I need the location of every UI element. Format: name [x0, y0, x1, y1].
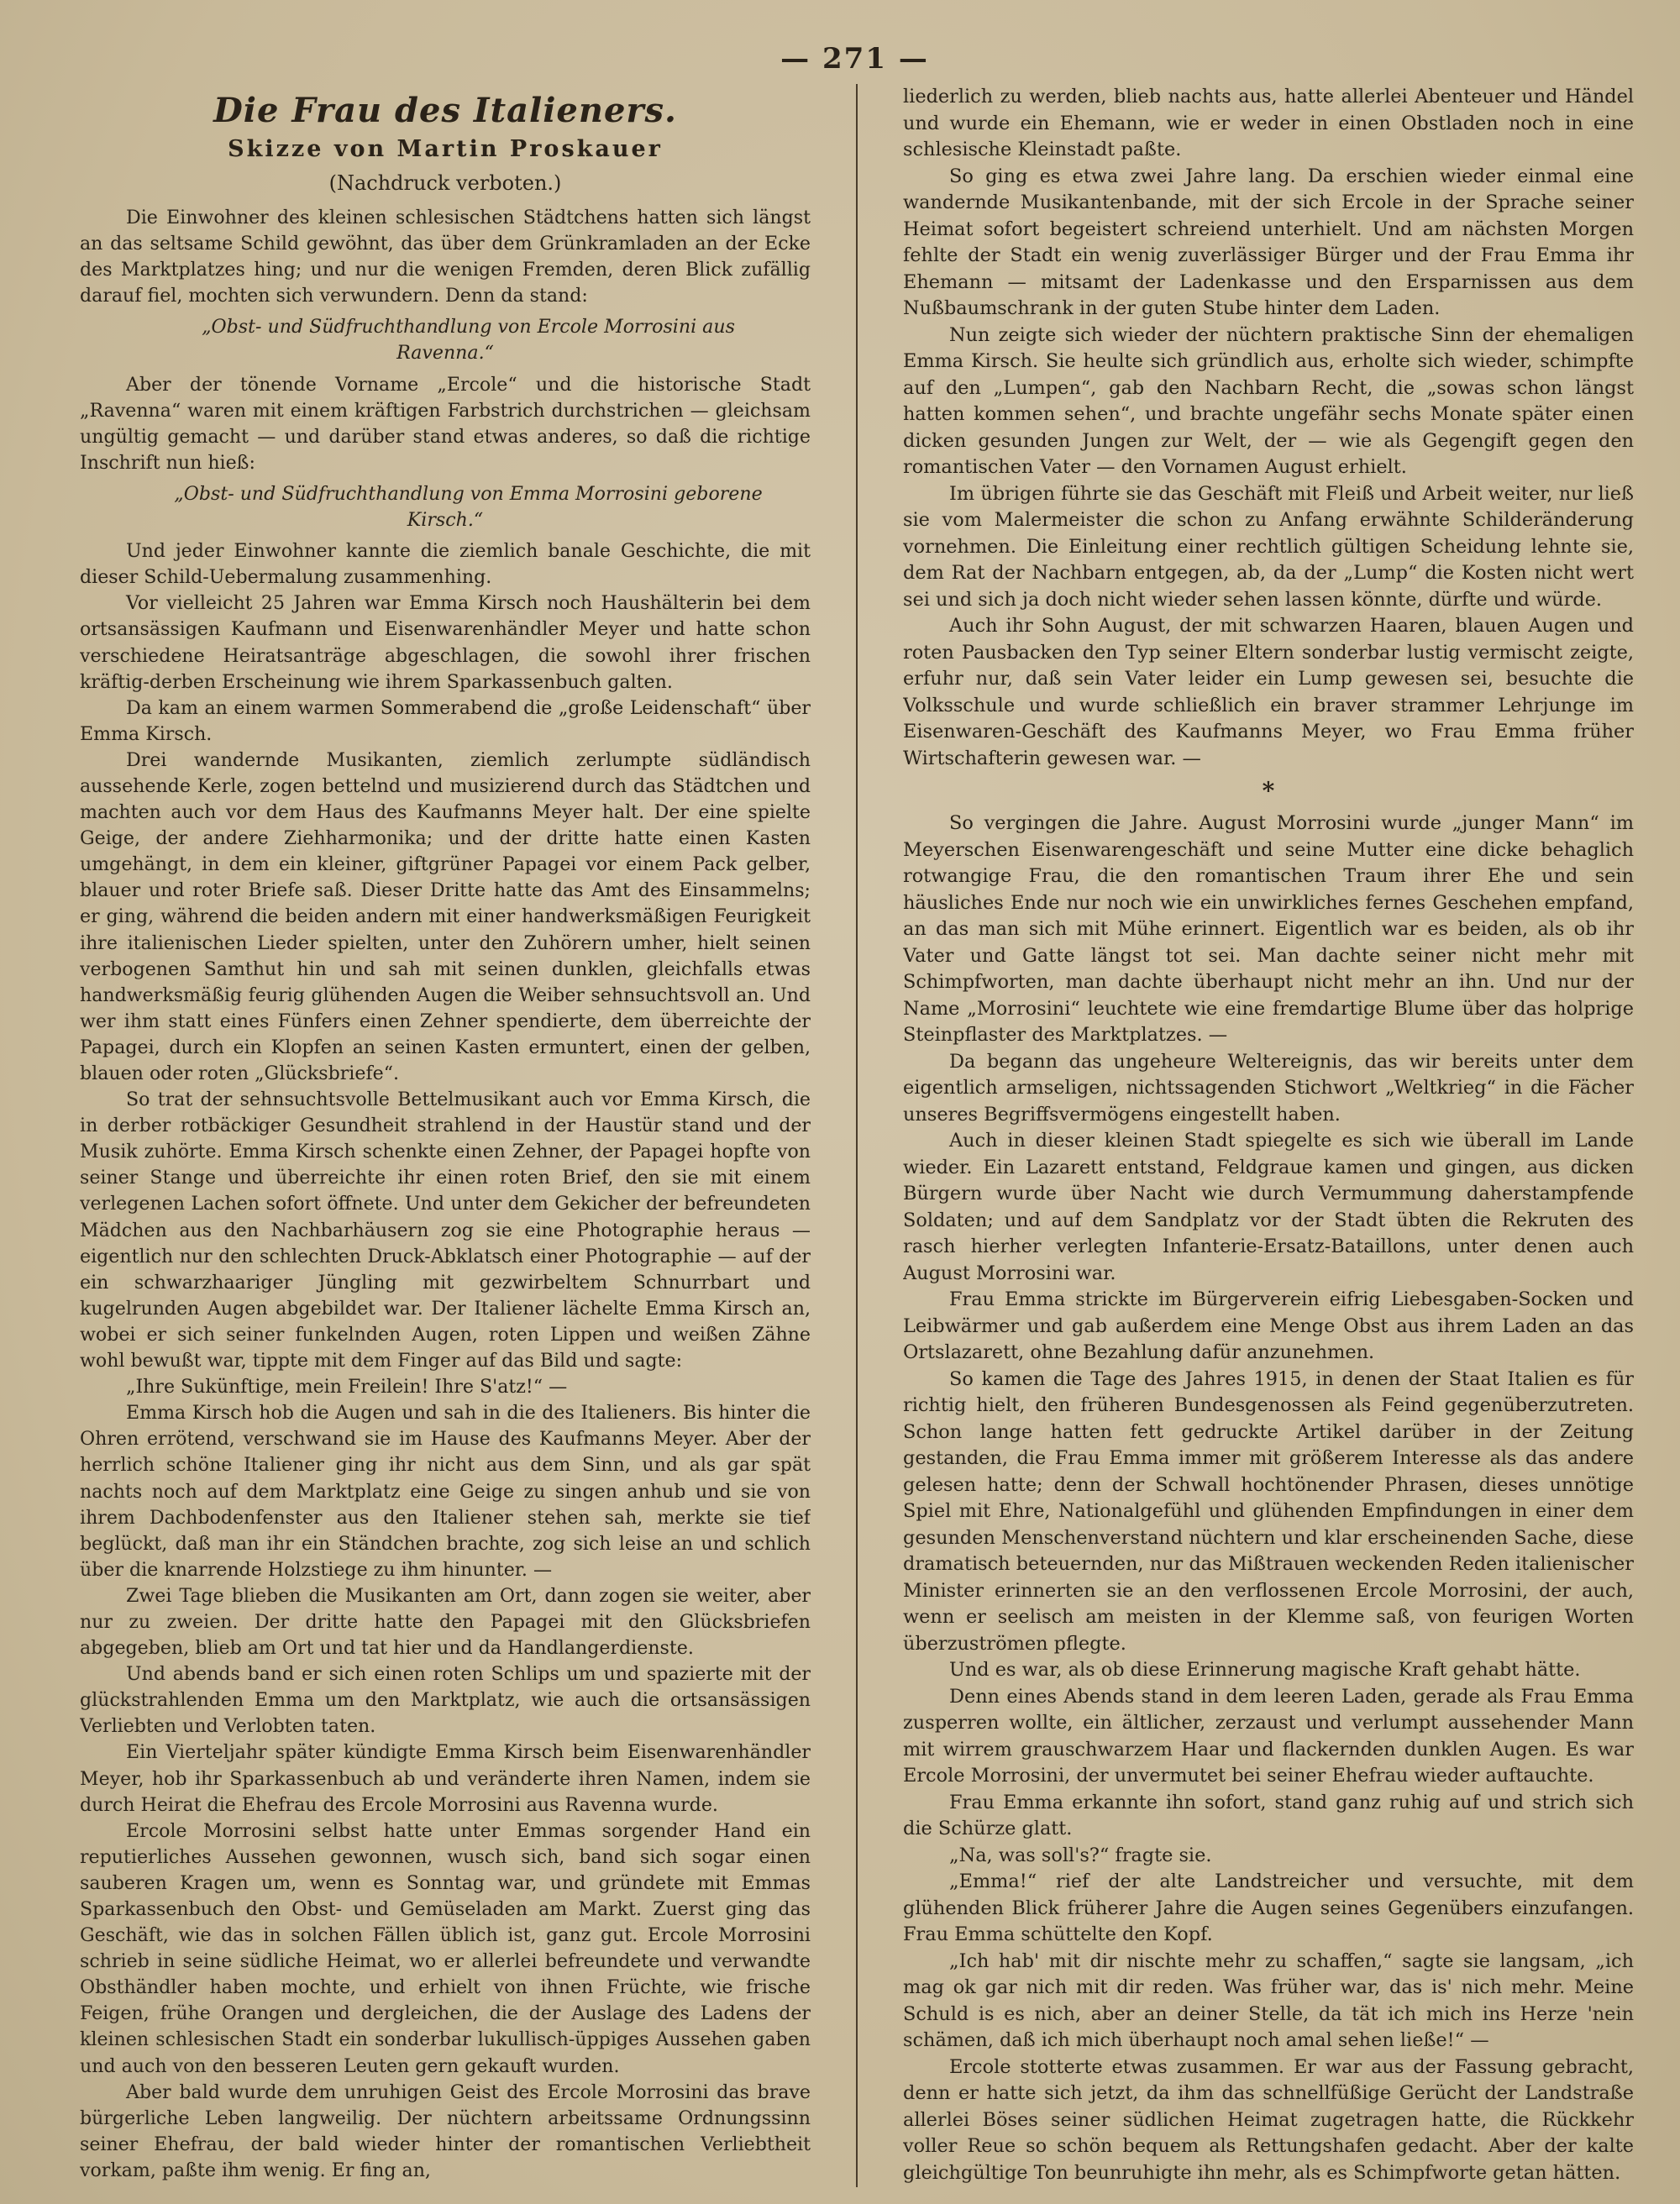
paragraph: Und jeder Einwohner kannte die ziemlich banale Geschichte, die mit dieser Schild-Uebermalung zusammenhing. [80, 540, 811, 589]
paragraph: liederlich zu werden, blieb nachts aus, hatte allerlei Abenteuer und Händel und wurde ein Ehemann, wie er weder in einen Obstladen noch in eine schlesische Kleinstadt paßte. [903, 86, 1634, 160]
paragraph: So kamen die Tage des Jahres 1915, in denen der Staat Italien es für richtig hielt, den früheren Bundesgenossen als Feind gegenüberzutreten. Schon lange hatten fett gedruckte Artikel darüber in der Zeitung gestanden, die Frau Emma immer mit größerem Interesse als das andere gelesen hatte; denn der Schwall hochtönender Phrasen, dieses unnötige Spiel mit Ehre, Nationalgefühl und glühenden Empfindungen in einer dem gesunden Menschenverstand nüchtern und klar erscheinenden Sache, diese dramatisch beteuernden, nur das Mißtrauen weckenden Reden italienischer Minister erinnerten sie an den verflossenen Ercole Morrosini, der auch, wenn er seelisch am meisten in der Klemme saß, von feurigen Worten überzuströmen pflegte. [903, 1367, 1634, 1655]
paragraph: So trat der sehnsuchtsvolle Bettelmusikant auch vor Emma Kirsch, die in derber rotbäckiger Gesundheit strahlend in der Haustür stand und der Musik zuhörte. Emma Kirsch schenkte einen Zehner, der Papagei hopfte von seiner Stange und überreichte ihr einen roten Brief, den sie mit einem verlegenen Lachen sofort öffnete. Und unter dem Gekicher der befreundeten Mädchen aus den Nachbarhäusern zog sie eine Photographie heraus — eigentlich nur den schlechten Druck-Abklatsch einer Photographie — auf der ein schwarzhaariger Jüngling mit gezwirbeltem Schnurrbart und kugelrunden Augen abgebildet war. Der Italiener lächelte Emma Kirsch an, wobei er sich seiner funkelnden Augen, roten Lippen und weißen Zähne wohl bewußt war, tippte mit dem Finger auf das Bild und sagte: [80, 1089, 811, 1372]
paragraph: „Na, was soll's?“ fragte sie. [949, 1844, 1212, 1866]
paragraph: Aber der tönende Vorname „Ercole“ und die historische Stadt „Ravenna“ waren mit einem kräftigen Farbstrich durchstrichen — gleichsam ungültig gemacht — und darüber stand etwas anderes, so daß die richtige Inschrift nun hieß: [80, 373, 811, 474]
paragraph: „Ihre Sukünftige, mein Freilein! Ihre S'atz!“ — [126, 1376, 568, 1398]
paragraph: Frau Emma erkannte ihn sofort, stand ganz ruhig auf und strich sich die Schürze glatt. [903, 1791, 1634, 1839]
paragraph: Und es war, als ob diese Erinnerung magische Kraft gehabt hätte. [949, 1659, 1581, 1681]
column-rule [856, 84, 858, 2187]
section-divider: * [1262, 777, 1275, 805]
reprint-note: (Nachdruck verboten.) [328, 171, 562, 195]
paragraph: Auch in dieser kleinen Stadt spiegelte es sich wie überall im Lande wieder. Ein Lazarett entstand, Feldgraue kamen und gingen, aus dicken Bürgern wurde über Nacht wie durch Vermummung daherstampfende Soldaten; und auf dem Sandplatz vor der Stadt übten die Rekruten des rasch hierher verlegten Infanterie-Ersatz-Bataillons, unter denen auch August Morrosini war. [903, 1130, 1634, 1284]
paragraph: Drei wandernde Musikanten, ziemlich zerlumpte südländisch aussehende Kerle, zogen bettelnd und musizierend durch das Städtchen und machten auch vor dem Haus des Kaufmanns Meyer halt. Der eine spielte Geige, der andere Ziehharmonika; und der dritte hatte einen Kasten umgehängt, in dem ein kleiner, giftgrüner Papagei vor einem Pack gelber, blauer und roter Briefe saß. Dieser Dritte hatte das Amt des Einsammelns; er ging, während die beiden andern mit einer handwerksmäßigen Feurigkeit ihre italienischen Lieder spielten, unter den Zuhörern umher, hielt seinen verbogenen Samthut hin und sah mit seinen dunklen, gleichfalls etwas handwerksmäßig feurig glühenden Augen die Weiber sehnsuchtsvoll an. Und wer ihm statt eines Fünfers einen Zehner spendierte, dem überreichte der Papagei, durch ein Klopfen an seinen Kasten ermuntert, einen der gelben, blauen oder roten „Glücksbriefe“. [80, 748, 811, 1084]
paragraph: So vergingen die Jahre. August Morrosini wurde „junger Mann“ im Meyerschen Eisenwarengeschäft und seine Mutter eine dicke behaglich rotwangige Frau, die den romantischen Traum ihrer Ehe und sein häusliches Ende nur noch wie ein unwirkliches fernes Geschehen empfand, an das man sich mit Mühe erinnert. Eigentlich war es beiden, als ob ihr Vater und Gatte längst tot sei. Man dachte seiner nicht mehr mit Schimpfworten, man dachte überhaupt nicht mehr an ihn. Und nur der Name „Morrosini“ leuchtete wie eine fremdartige Blume über das holprige Steinpflaster des Marktplatzes. — [903, 812, 1634, 1046]
paragraph: Ercole stotterte etwas zusammen. Er war aus der Fassung gebracht, denn er hatte sich jetzt, da ihm das schnellfüßige Gerücht der Landstraße allerlei Böses seiner südlichen Heimat zugetragen hatte, die Rückkehr voller Reue so schön bequem als Rettungshafen gedacht. Aber der kalte gleichgültige Ton beunruhigte ihn mehr, als es Schimpfworte getan hätten. [903, 2055, 1634, 2184]
paragraph: Und abends band er sich einen roten Schlips um und spazierte mit der glückstrahlenden Emma um den Marktplatz, wie auch die ortsansässigen Verliebten und Verlobten taten. [80, 1663, 811, 1738]
paragraph: Emma Kirsch hob die Augen und sah in die des Italieners. Bis hinter die Ohren errötend, verschwand sie im Hause des Kaufmanns Meyer. Aber der herrlich schöne Italiener ging ihr nicht aus dem Sinn, und als gar spät nachts noch auf dem Marktplatz eine Geige zu singen anhub und sie von ihrem Dachbodenfenster aus den Italiener stehen sah, merkte sie tief beglückt, daß man ihr ein Ständchen brachte, zog sich leise an und schlich über die knarrende Holzstiege zu ihm hinunter. — [80, 1402, 811, 1581]
paragraph: Da begann das ungeheure Weltereignis, das wir bereits unter dem eigentlich armseligen, nichtssagenden Stichwort „Weltkrieg“ in die Fächer unseres Begriffsvermögens eingestellt haben. [903, 1050, 1634, 1126]
paragraph: Im übrigen führte sie das Geschäft mit Fleiß und Arbeit weiter, nur ließ sie vom Malermeister die schon zu Anfang erwähnte Schilderänderung vornehmen. Die Einleitung einer rechtlich gültigen Scheidung lehnte sie, dem Rat der Nachbarn entgegen, ab, da der „Lump“ die Kosten nicht wert sei und sich ja doch nicht wieder sehen lassen könnte, dürfte und würde. [903, 482, 1634, 611]
paragraph: So ging es etwa zwei Jahre lang. Da erschien wieder einmal eine wandernde Musikantenbande, mit der sich Ercole in der Sprache seiner Heimat sofort begeistert schreiend unterhielt. Und am nächsten Morgen fehlte der Stadt ein wenig zuverlässiger Bürger und der Frau Emma ihr Ehemann — mitsamt der Ladenkasse und den Ersparnissen aus dem Nußbaumschrank in der guten Stube hinter dem Laden. [903, 165, 1634, 319]
article-columns [80, 84, 1634, 2187]
shop-sign-quote: „Obst- und Südfruchthandlung von Ercole Morrosini aus Ravenna.“ [202, 316, 735, 365]
left-column [80, 84, 811, 2187]
shop-sign-quote: „Obst- und Südfruchthandlung von Emma Morrosini geborene Kirsch.“ [174, 482, 763, 532]
paragraph: „Ich hab' mit dir nischte mehr zu schaffen,“ sagte sie langsam, „ich mag ok gar nich mit dir reden. Was früher war, das is' nich mehr. Meine Schuld is es nich, aber an deiner Stelle, da tät ich mich ins Herze 'nein schämen, daß ich mich überhaupt noch amal sehen ließe!“ — [903, 1949, 1634, 2051]
paragraph: Zwei Tage blieben die Musikanten am Ort, dann zogen sie weiter, aber nur zu zweien. Der dritte hatte den Papagei mit den Glücksbriefen abgegeben, blieb am Ort und tat hier und da Handlangerdienste. [80, 1584, 811, 1660]
paragraph: Ercole Morrosini selbst hatte unter Emmas sorgender Hand ein reputierliches Aussehen gewonnen, wusch sich, band sich sogar einen sauberen Kragen um, wenn es Sonntag war, und gründete mit Emmas Sparkassenbuch den Obst- und Gemüseladen am Markt. Zuerst ging das Geschäft, wie das in solchen Fällen üblich ist, ganz gut. Ercole Morrosini schrieb in seine südliche Heimat, wo er allerlei befreundete und verwandte Obsthändler haben mochte, und erhielt von ihnen Früchte, wie frische Feigen, frühe Orangen und dergleichen, die der Auslage des Ladens der kleinen schlesischen Stadt ein sonderbar lukullisch-üppiges Aussehen gaben und auch von den besseren Leuten gern gekauft wurden. [80, 1819, 811, 2077]
paragraph: Da kam an einem warmen Sommerabend die „große Leidenschaft“ über Emma Kirsch. [80, 696, 811, 745]
paragraph: Denn eines Abends stand in dem leeren Laden, gerade als Frau Emma zusperren wollte, ein ältlicher, zerzaust und verlumpt aussehender Mann mit wirrem grauschwarzem Haar und flackernden dunklen Augen. Es war Ercole Morrosini, der unvermutet bei seiner Ehefrau wieder auftauchte. [903, 1685, 1634, 1787]
article-byline: Skizze von Martin Proskauer [228, 136, 663, 162]
paragraph: Die Einwohner des kleinen schlesischen Städtchens hatten sich längst an das seltsame Schild gewöhnt, das über dem Grünkramladen an der Ecke des Marktplatzes hing; und nur die wenigen Fremden, deren Blick zufällig darauf fiel, mochten sich verwundern. Denn da stand: [80, 207, 811, 307]
paragraph: Aber bald wurde dem unruhigen Geist des Ercole Morrosini das brave bürgerliche Leben langweilig. Der nüchtern arbeitssame Ordnungssinn seiner Ehefrau, der bald wieder hinter der romantischen Verliebtheit vorkam, paßte ihm wenig. Er fing an, [80, 2081, 811, 2181]
right-column [903, 84, 1634, 2187]
paragraph: „Emma!“ rief der alte Landstreicher und versuchte, mit dem glühenden Blick früherer Jahre die Augen seines Gegenübers einzufangen. Frau Emma schüttelte den Kopf. [903, 1871, 1634, 1945]
paragraph: Ein Vierteljahr später kündigte Emma Kirsch beim Eisenwarenhändler Meyer, hob ihr Sparkassenbuch ab und veränderte ihren Namen, indem sie durch Heirat die Ehefrau des Ercole Morrosini aus Ravenna wurde. [80, 1741, 811, 1816]
paragraph: Vor vielleicht 25 Jahren war Emma Kirsch noch Haushälterin bei dem ortsansässigen Kaufmann und Eisenwarenhändler Meyer und hatte schon verschiedene Heiratsanträge abgeschlagen, die sowohl ihrer frischen kräftig-derben Erscheinung wie ihrem Sparkassenbuch galten. [80, 592, 811, 693]
paragraph: Auch ihr Sohn August, der mit schwarzen Haaren, blauen Augen und roten Pausbacken den Typ seiner Eltern sonderbar lustig vermischt zeigte, erfuhr nur, daß sein Vater leider ein Lump gewesen sei, besuchte die Volksschule und wurde schließlich ein braver strammer Lehrjunge im Eisenwaren-Geschäft des Kaufmanns Meyer, wo Frau Emma früher Wirtschafterin gewesen war. — [903, 615, 1634, 769]
article-title: Die Frau des Italieners. [213, 91, 677, 130]
paragraph: Nun zeigte sich wieder der nüchtern praktische Sinn der ehemaligen Emma Kirsch. Sie heulte sich gründlich aus, erholte sich wieder, schimpfte auf den „Lumpen“, gab den Nachbarn Recht, die „sowas schon längst hatten kommen sehen“, und brachte ungefähr sechs Monate später einen dicken gesunden Jungen zur Welt, der — wie als Gegengift gegen den romantischen Vater — den Vornamen August erhielt. [903, 323, 1634, 478]
page-number: — 271 — [780, 42, 929, 76]
paragraph: Frau Emma strickte im Bürgerverein eifrig Liebesgaben-Socken und Leibwärmer und gab außerdem eine Menge Obst aus ihrem Laden an das Ortslazarett, ohne Bezahlung dafür anzunehmen. [903, 1288, 1634, 1363]
